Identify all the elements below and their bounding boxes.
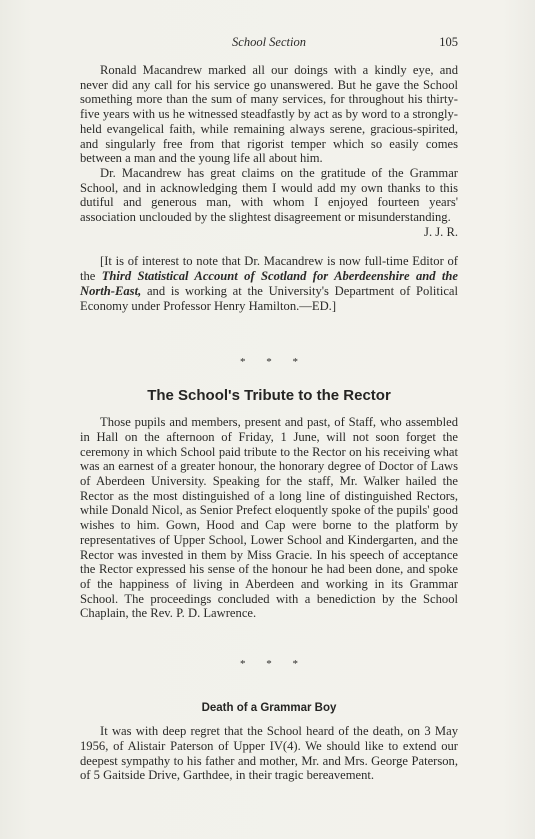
editor-note bbox=[80, 254, 458, 313]
rector-section-heading: The School's Tribute to the Rector bbox=[147, 387, 391, 405]
tribute-paragraph-1: Ronald Macandrew marked all our doings with a kindly eye, and never did any call for his service go unanswered. But he gave the School something more than the sum of many services, for throughout his thirty-five years with us he witnessed steadfastly by act as by word to a strongly-held evangelical faith, while remaining always serene, gracious-spirited, and singularly free from that rigorist temper which so easily comes between a man and the young life all about him. bbox=[80, 63, 458, 166]
editor-note-part-1: [It is of interest to note that Dr. Macandrew is now full-time Editor of the bbox=[80, 254, 458, 284]
page-number: 105 bbox=[439, 35, 458, 49]
tribute-paragraph-2 bbox=[80, 165, 458, 239]
signature: J. J. R. bbox=[424, 224, 458, 239]
death-section-heading: Death of a Grammar Boy bbox=[201, 702, 337, 715]
running-head bbox=[80, 35, 458, 53]
tribute-paragraph-2-text: Dr. Macandrew has great claims on the gratitude of the Grammar School, and in acknowledging them I would add my own thanks to this dutiful and generous man, with whom I enjoyed fourteen years' association unclouded by the slightest disagreement or misunderstanding. bbox=[80, 165, 458, 225]
page-content bbox=[80, 63, 458, 783]
editor-note-part-2: and is working at the University's Department of Political Economy under Professor Henry Hamilton.—ED.] bbox=[80, 283, 458, 313]
section-separator: * * * bbox=[240, 356, 298, 369]
running-title: School Section bbox=[232, 35, 306, 49]
editor-note-publication-title: Third Statistical Account of Scotland for Aberdeenshire and the North-East, bbox=[80, 269, 458, 298]
rector-section-body: Those pupils and members, present and past, of Staff, who assembled in Hall on the afternoon of Friday, 1 June, will not soon forget the ceremony in which School paid tribute to the Rector on his receiving what was an earnest of a greater honour, the honorary degree of Doctor of Laws of Aberdeen University. Speaking for the staff, Mr. Walker hailed the Rector as the most distinguished of a long line of distinguished Rectors, while Donald Nicol, as Senior Prefect eloquently spoke of the pupils' good wishes to him. Gown, Hood and Cap were borne to the platform by representatives of Upper School, Lower School and Kindergarten, and the Rector was invested in them by Miss Gracie. In his speech of acceptance the Rector expressed his sense of the honour he had been done, and spoke of the happiness of living in Aberdeen and working in its Grammar School. The proceedings concluded with a benediction by the School Chaplain, the Rev. P. D. Lawrence. bbox=[80, 415, 458, 621]
section-separator: * * * bbox=[240, 658, 298, 671]
death-section-body: It was with deep regret that the School heard of the death, on 3 May 1956, of Alistair Paterson of Upper IV(4). We should like to extend our deepest sympathy to his father and mother, Mr. and Mrs. George Paterson, of 5 Gaitside Drive, Garthdee, in their tragic bereavement. bbox=[80, 724, 458, 783]
